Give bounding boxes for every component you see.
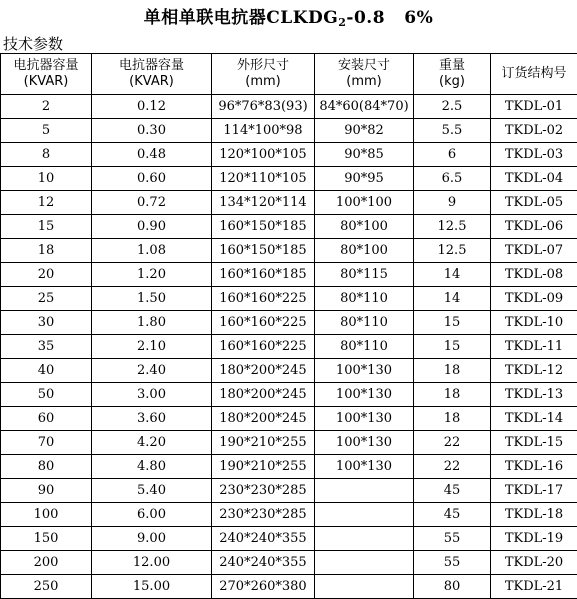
cell-mount-size: 80*110 [315,311,414,335]
cell-capacity-2: 1.20 [92,263,212,287]
cell-capacity-1: 25 [1,287,92,311]
cell-order-code: TKDL-01 [491,95,577,119]
table-row [1,119,577,143]
table-body [1,95,577,599]
cell-order-code: TKDL-06 [491,215,577,239]
cell-weight: 55 [414,551,491,575]
cell-order-code: TKDL-10 [491,311,577,335]
cell-capacity-2: 4.20 [92,431,212,455]
table-row [1,431,577,455]
cell-capacity-2: 5.40 [92,479,212,503]
cell-capacity-2: 0.30 [92,119,212,143]
cell-outline-size: 270*260*380 [212,575,315,599]
cell-mount-size [315,575,414,599]
title-main: 单相单联电抗器CLKDG [144,8,339,28]
cell-mount-size: 100*130 [315,431,414,455]
cell-outline-size: 160*160*225 [212,335,315,359]
cell-mount-size [315,503,414,527]
cell-capacity-2: 4.80 [92,455,212,479]
cell-capacity-2: 0.72 [92,191,212,215]
cell-outline-size: 180*200*245 [212,359,315,383]
cell-weight: 22 [414,455,491,479]
cell-mount-size: 84*60(84*70) [315,95,414,119]
cell-weight: 12.5 [414,215,491,239]
cell-capacity-1: 70 [1,431,92,455]
table-row [1,239,577,263]
cell-weight: 15 [414,311,491,335]
cell-weight: 6.5 [414,167,491,191]
cell-mount-size: 80*100 [315,239,414,263]
cell-capacity-1: 100 [1,503,92,527]
cell-mount-size: 90*95 [315,167,414,191]
cell-outline-size: 120*100*105 [212,143,315,167]
table-row [1,359,577,383]
cell-capacity-1: 35 [1,335,92,359]
cell-order-code: TKDL-04 [491,167,577,191]
cell-mount-size: 90*85 [315,143,414,167]
cell-order-code: TKDL-13 [491,383,577,407]
cell-outline-size: 160*150*185 [212,239,315,263]
cell-outline-size: 190*210*255 [212,455,315,479]
header-outline-size: 外形尺寸 (mm) [212,54,315,95]
cell-capacity-2: 3.00 [92,383,212,407]
cell-mount-size: 80*110 [315,287,414,311]
cell-mount-size [315,551,414,575]
cell-capacity-1: 5 [1,119,92,143]
table-row [1,527,577,551]
header-weight: 重量 (kg) [414,54,491,95]
cell-capacity-1: 15 [1,215,92,239]
cell-outline-size: 160*150*185 [212,215,315,239]
cell-capacity-2: 0.60 [92,167,212,191]
table-row [1,191,577,215]
table-row [1,311,577,335]
cell-weight: 2.5 [414,95,491,119]
cell-order-code: TKDL-07 [491,239,577,263]
cell-weight: 5.5 [414,119,491,143]
cell-outline-size: 114*100*98 [212,119,315,143]
cell-order-code: TKDL-02 [491,119,577,143]
cell-outline-size: 96*76*83(93) [212,95,315,119]
cell-capacity-1: 18 [1,239,92,263]
cell-capacity-1: 60 [1,407,92,431]
table-row [1,95,577,119]
cell-capacity-2: 2.10 [92,335,212,359]
cell-mount-size: 100*130 [315,455,414,479]
cell-capacity-2: 0.12 [92,95,212,119]
cell-capacity-1: 40 [1,359,92,383]
cell-capacity-2: 12.00 [92,551,212,575]
cell-capacity-2: 6.00 [92,503,212,527]
cell-mount-size: 100*130 [315,407,414,431]
cell-capacity-2: 1.08 [92,239,212,263]
cell-outline-size: 240*240*355 [212,527,315,551]
cell-mount-size: 80*110 [315,335,414,359]
cell-weight: 45 [414,503,491,527]
cell-order-code: TKDL-08 [491,263,577,287]
title-subscript: 2 [338,16,346,29]
cell-mount-size: 80*115 [315,263,414,287]
table-header-row [1,54,577,95]
header-order-code: 订货结构号 [491,54,577,95]
cell-order-code: TKDL-14 [491,407,577,431]
cell-outline-size: 180*200*245 [212,407,315,431]
cell-weight: 14 [414,263,491,287]
cell-order-code: TKDL-17 [491,479,577,503]
cell-order-code: TKDL-20 [491,551,577,575]
table-row [1,551,577,575]
header-mount-size: 安装尺寸 (mm) [315,54,414,95]
cell-order-code: TKDL-05 [491,191,577,215]
table-row [1,479,577,503]
page-title [0,0,577,36]
cell-mount-size: 90*82 [315,119,414,143]
cell-capacity-1: 50 [1,383,92,407]
cell-capacity-1: 8 [1,143,92,167]
table-row [1,455,577,479]
table-row [1,575,577,599]
cell-capacity-2: 1.80 [92,311,212,335]
cell-outline-size: 160*160*225 [212,287,315,311]
header-capacity-2: 电抗器容量 (KVAR) [92,54,212,95]
spec-table [0,53,577,599]
cell-capacity-2: 0.90 [92,215,212,239]
cell-order-code: TKDL-19 [491,527,577,551]
cell-weight: 9 [414,191,491,215]
cell-weight: 22 [414,431,491,455]
cell-order-code: TKDL-21 [491,575,577,599]
cell-weight: 55 [414,527,491,551]
cell-outline-size: 230*230*285 [212,503,315,527]
cell-capacity-1: 200 [1,551,92,575]
table-row [1,143,577,167]
cell-order-code: TKDL-03 [491,143,577,167]
cell-mount-size: 100*130 [315,359,414,383]
cell-weight: 80 [414,575,491,599]
cell-capacity-1: 20 [1,263,92,287]
cell-order-code: TKDL-12 [491,359,577,383]
cell-capacity-1: 250 [1,575,92,599]
cell-order-code: TKDL-18 [491,503,577,527]
cell-mount-size [315,527,414,551]
cell-capacity-2: 1.50 [92,287,212,311]
header-capacity-1: 电抗器容量 (KVAR) [1,54,92,95]
cell-weight: 18 [414,359,491,383]
section-subtitle: 技术参数 [0,36,577,53]
cell-capacity-1: 90 [1,479,92,503]
table-row [1,287,577,311]
cell-mount-size [315,479,414,503]
title-suffix: -0.8 6% [346,8,433,28]
table-row [1,407,577,431]
cell-weight: 18 [414,407,491,431]
cell-order-code: TKDL-16 [491,455,577,479]
cell-capacity-2: 3.60 [92,407,212,431]
cell-capacity-1: 12 [1,191,92,215]
cell-capacity-2: 2.40 [92,359,212,383]
cell-capacity-2: 9.00 [92,527,212,551]
table-row [1,263,577,287]
cell-order-code: TKDL-15 [491,431,577,455]
cell-capacity-1: 80 [1,455,92,479]
cell-weight: 15 [414,335,491,359]
cell-weight: 6 [414,143,491,167]
cell-order-code: TKDL-11 [491,335,577,359]
table-row [1,335,577,359]
cell-mount-size: 100*130 [315,383,414,407]
cell-outline-size: 120*110*105 [212,167,315,191]
cell-outline-size: 180*200*245 [212,383,315,407]
table-row [1,167,577,191]
cell-capacity-1: 30 [1,311,92,335]
cell-mount-size: 100*100 [315,191,414,215]
cell-weight: 14 [414,287,491,311]
cell-capacity-2: 0.48 [92,143,212,167]
cell-capacity-1: 150 [1,527,92,551]
table-row [1,383,577,407]
cell-weight: 18 [414,383,491,407]
cell-order-code: TKDL-09 [491,287,577,311]
cell-outline-size: 160*160*225 [212,311,315,335]
cell-outline-size: 240*240*355 [212,551,315,575]
cell-weight: 12.5 [414,239,491,263]
cell-outline-size: 134*120*114 [212,191,315,215]
cell-outline-size: 160*160*185 [212,263,315,287]
table-row [1,503,577,527]
cell-outline-size: 190*210*255 [212,431,315,455]
table-row [1,215,577,239]
cell-mount-size: 80*100 [315,215,414,239]
cell-weight: 45 [414,479,491,503]
cell-capacity-1: 2 [1,95,92,119]
cell-capacity-2: 15.00 [92,575,212,599]
cell-outline-size: 230*230*285 [212,479,315,503]
cell-capacity-1: 10 [1,167,92,191]
